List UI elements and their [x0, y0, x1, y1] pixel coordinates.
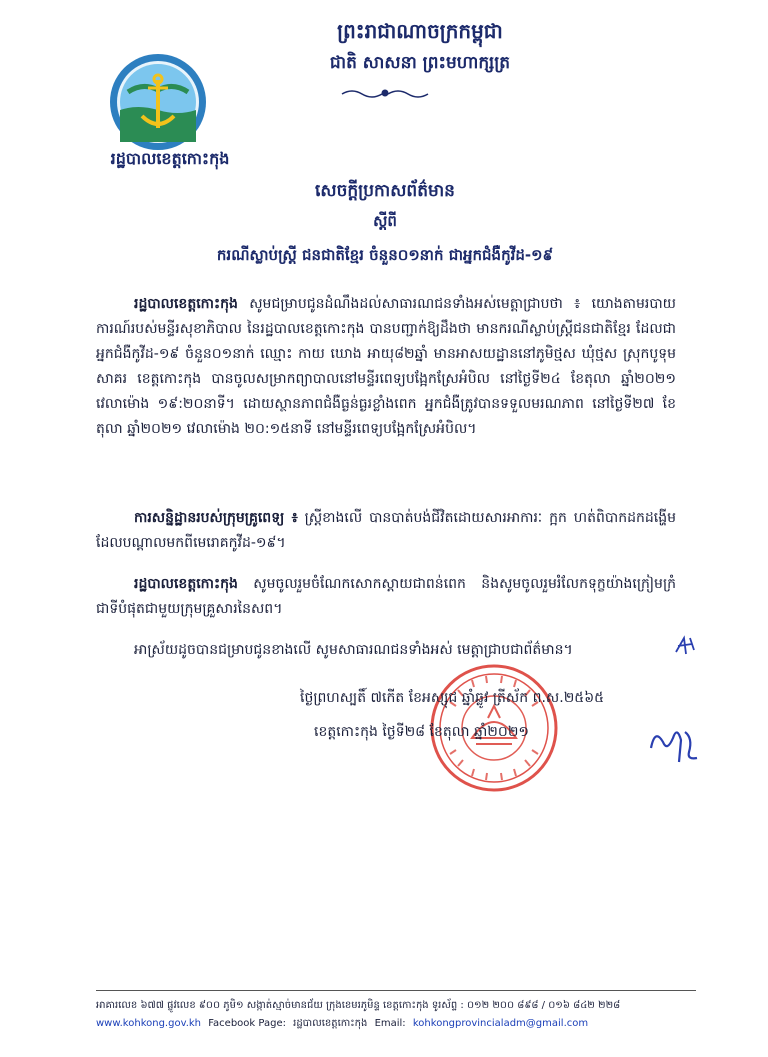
- footer-address: អាគារលេខ ៦៧៧ ផ្លូវលេខ ៩០០ ភូមិ១ សង្កាត់ស្មាច់មានជ័យ ក្រុងខេមរភូមិន្ទ ខេត្តកោះកុង ទូរស័ព្ទ : ០១២ ២០០ ៨៩៨ / ០១៦ ៨៤២ ២២៨: [96, 1000, 621, 1011]
- footer-email-label: Email:: [374, 1018, 406, 1029]
- national-motto: ជាតិ សាសនា ព្រះមហាក្សត្រ: [329, 53, 511, 73]
- paragraph-text: សូមចូលរួមចំណែកសោកស្តាយជាពន់ពេក និងសូមចូលរួមរំលែកទុក្ខយ៉ាងក្រៀមក្រំជាទីបំផុតជាមួយក្រុមគ្រួសារនៃសព។: [96, 576, 676, 617]
- organization-name: រដ្ឋបាលខេត្តកោះកុង: [110, 149, 230, 168]
- footer-facebook-label: Facebook Page:: [208, 1018, 286, 1029]
- document-subject: ករណីស្លាប់ស្ត្រី ជនជាតិខ្មែរ ចំនួន០១នាក់ ជាអ្នកជំងឺកូវីដ-១៩: [216, 246, 554, 264]
- paragraph-text: អាស្រ័យដូចបានជម្រាបជូនខាងលើ សូមសាធារណជនទាំងអស់ មេត្តាជ្រាបជាព័ត៌មាន។: [134, 642, 573, 658]
- paragraph-lead: រដ្ឋបាលខេត្តកោះកុង: [134, 296, 238, 312]
- paragraph-medical-conclusion: [96, 506, 676, 558]
- paragraph-condolence: [96, 572, 676, 624]
- paragraph-text: ស្ត្រីខាងលើ បានបាត់បង់ជីវិតដោយសារអាការៈ ក្អក ហត់ពិបាកដកដង្ហើម ដែលបណ្តាលមកពីមេរោគកូវីដ-១៩។: [96, 510, 676, 551]
- paragraph-announcement: [96, 292, 676, 492]
- footer-website-link[interactable]: www.kohkong.gov.kh: [96, 1018, 202, 1029]
- footer-facebook-value: រដ្ឋបាលខេត្តកោះកុង: [293, 1018, 368, 1029]
- date-solar: ខេត្តកោះកុង ថ្ងៃទី២៨ ខែតុលា ឆ្នាំ២០២១: [314, 724, 530, 740]
- footer-contacts: [96, 1016, 706, 1031]
- paragraph-closing: [96, 638, 676, 664]
- kingdom-heading: ព្រះរាជាណាចក្រកម្ពុជា: [337, 19, 503, 43]
- paragraph-text: សូមជម្រាបជូនដំណឹងដល់សាធារណជនទាំងអស់មេត្តាជ្រាបថា ៖ យោងតាមរបាយការណ៍របស់មន្ទីរសុខាភិបាល នៃរដ្ឋបាលខេត្តកោះកុង បានបញ្ជាក់ឱ្យដឹងថា មានករណីស្លាប់ស្ត្រីជនជាតិខ្មែរ ដែលជាអ្នកជំងឺកូវីដ-១៩ ចំនួន០១នាក់ ឈ្មោះ កាយ ឃោង អាយុ៨២ឆ្នាំ មានអាសយដ្ឋាននៅភូមិថ្មស ឃុំថ្មស ស្រុកបូទុមសាគរ ខេត្តកោះកុង បានចូលសម្រាកព្យាបាលនៅមន្ទីរពេទ្យបង្អែកស្រែអំបិល នៅថ្ងៃទី២៤ ខែតុលា ឆ្នាំ២០២១ វេលាម៉ោង ១៩:២០នាទី។ ដោយស្ថានភាពជំងឺធ្ងន់ធ្ងរខ្លាំងពេក អ្នកជំងឺត្រូវបានទទួលមរណភាព នៅថ្ងៃទី២៧ ខែតុលា ឆ្នាំ២០២១ វេលាម៉ោង ២០:១៥នាទី នៅមន្ទីរពេទ្យបង្អែកស្រែអំបិល។: [96, 296, 676, 437]
- paragraph-lead: ការសន្និដ្ឋានរបស់ក្រុមគ្រូពេទ្យ ៖: [134, 510, 298, 526]
- document-about-label: ស្តីពី: [373, 212, 397, 230]
- date-lunar: ថ្ងៃព្រហស្បតិ៍ ៧កើត ខែអស្សុជ ឆ្នាំឆ្លូវ ត្រីស័ក ព.ស.២៥៦៥: [300, 690, 605, 706]
- footer-divider: [96, 990, 696, 991]
- initial-mark-icon: [672, 634, 698, 658]
- provincial-emblem-icon: [108, 52, 208, 152]
- ornament-divider-icon: [340, 86, 430, 100]
- paragraph-lead: រដ្ឋបាលខេត្តកោះកុង: [134, 576, 238, 592]
- document-title: សេចក្តីប្រកាសព័ត៌មាន: [315, 181, 455, 201]
- footer-email-link[interactable]: kohkongprovincialadm@gmail.com: [412, 1018, 589, 1029]
- signature-icon: [645, 718, 705, 768]
